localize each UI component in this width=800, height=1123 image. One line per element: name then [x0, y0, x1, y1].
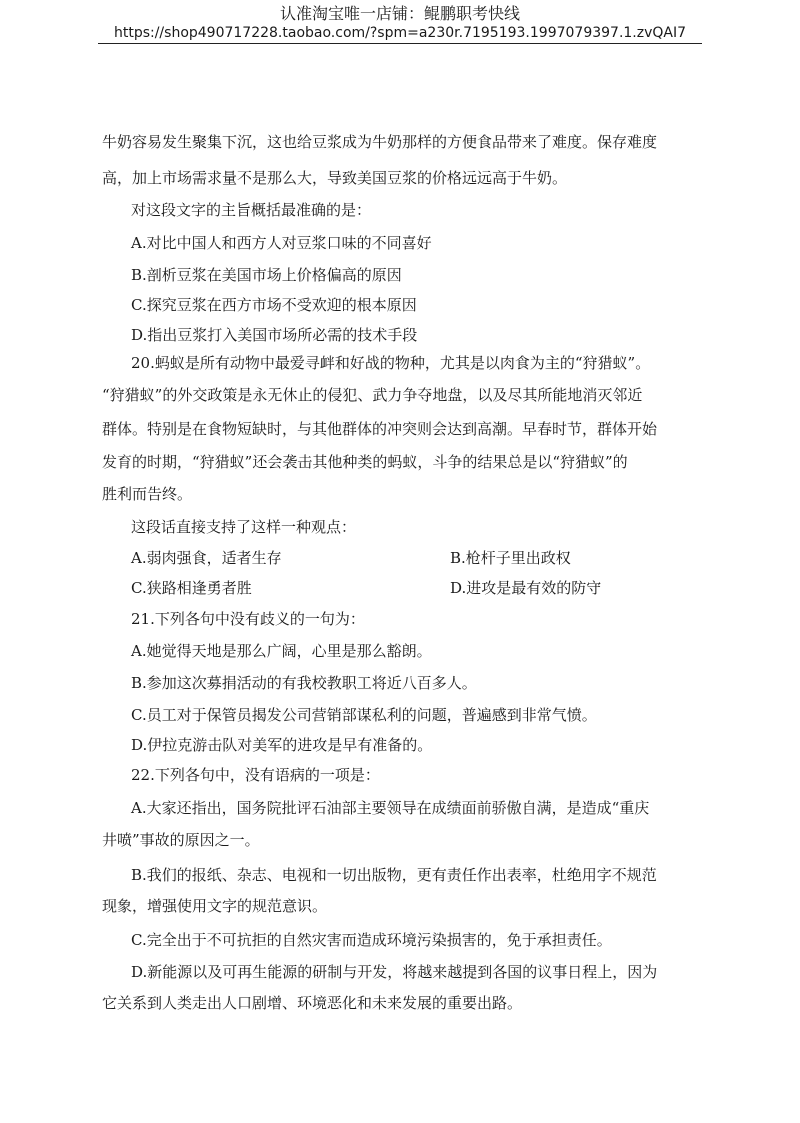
option-c: C.探究豆浆在西方市场不受欢迎的根本原因 [131, 296, 417, 314]
option-d: D.进攻是最有效的防守 [450, 579, 602, 597]
option-a: A.大家还指出，国务院批评石油部主要领导在成绩面前骄傲自满，是造成“重庆 [131, 799, 650, 817]
shop-url[interactable]: https://shop490717228.taobao.com/?spm=a230r.7195193.1997079397.1.zvQAI7 [113, 25, 687, 41]
question-passage-line: 群体。特别是在食物短缺时，与其他群体的冲突则会达到高潮。早春时节，群体开始 [102, 420, 658, 438]
question-passage-line: 20.蚂蚁是所有动物中最爱寻衅和好战的物种，尤其是以肉食为主的“狩猎蚁”。 [131, 354, 651, 372]
option-b: B.我们的报纸、杂志、电视和一切出版物，更有责任作出表率，杜绝用字不规范 [131, 866, 657, 884]
header-divider [98, 43, 702, 44]
question-stem: 21.下列各句中没有歧义的一句为： [131, 610, 365, 628]
question-stem: 对这段文字的主旨概括最准确的是： [131, 201, 372, 219]
option-a: A.她觉得天地是那么广阔，心里是那么豁朗。 [131, 642, 432, 660]
option-a-cont: 井喷”事故的原因之一。 [102, 831, 260, 849]
question-passage-line: 发育的时期，“狩猎蚁”还会袭击其他种类的蚂蚁，斗争的结果总是以“狩猎蚁”的 [102, 453, 628, 471]
option-d: D.伊拉克游击队对美军的进攻是早有准备的。 [131, 736, 433, 754]
option-b: B.枪杆子里出政权 [450, 549, 571, 567]
option-c: C.完全出于不可抗拒的自然灾害而造成环境污染损害的，免于承担责任。 [131, 931, 612, 949]
option-d: D.新能源以及可再生能源的研制与开发，将越来越提到各国的议事日程上，因为 [131, 963, 658, 981]
question-passage-line: “狩猎蚁”的外交政策是永无休止的侵犯、武力争夺地盘，以及尽其所能地消灭邻近 [102, 386, 643, 404]
option-a: A.弱肉强食，适者生存 [131, 549, 282, 567]
option-c: C.狭路相逢勇者胜 [131, 579, 252, 597]
paragraph-line: 牛奶容易发生聚集下沉，这也给豆浆成为牛奶那样的方便食品带来了难度。保存难度 [102, 133, 658, 151]
question-stem: 22.下列各句中，没有语病的一项是： [131, 766, 380, 784]
question-stem: 这段话直接支持了这样一种观点： [131, 518, 357, 536]
option-d-cont: 它关系到人类走出人口剧增、环境恶化和未来发展的重要出路。 [102, 994, 523, 1012]
option-b: B.剖析豆浆在美国市场上价格偏高的原因 [131, 266, 402, 284]
paragraph-line: 高，加上市场需求量不是那么大，导致美国豆浆的价格远远高于牛奶。 [102, 169, 568, 187]
option-b-cont: 现象，增强使用文字的规范意识。 [102, 897, 328, 915]
option-a: A.对比中国人和西方人对豆浆口味的不同喜好 [131, 234, 432, 252]
option-c: C.员工对于保管员揭发公司营销部谋私利的问题，普遍感到非常气愤。 [131, 706, 597, 724]
shop-title: 认准淘宝唯一店铺：鲲鹏职考快线 [279, 4, 520, 23]
option-d: D.指出豆浆打入美国市场所必需的技术手段 [131, 326, 418, 344]
question-passage-line: 胜利而告终。 [102, 485, 193, 503]
option-b: B.参加这次募捐活动的有我校教职工将近八百多人。 [131, 674, 477, 692]
